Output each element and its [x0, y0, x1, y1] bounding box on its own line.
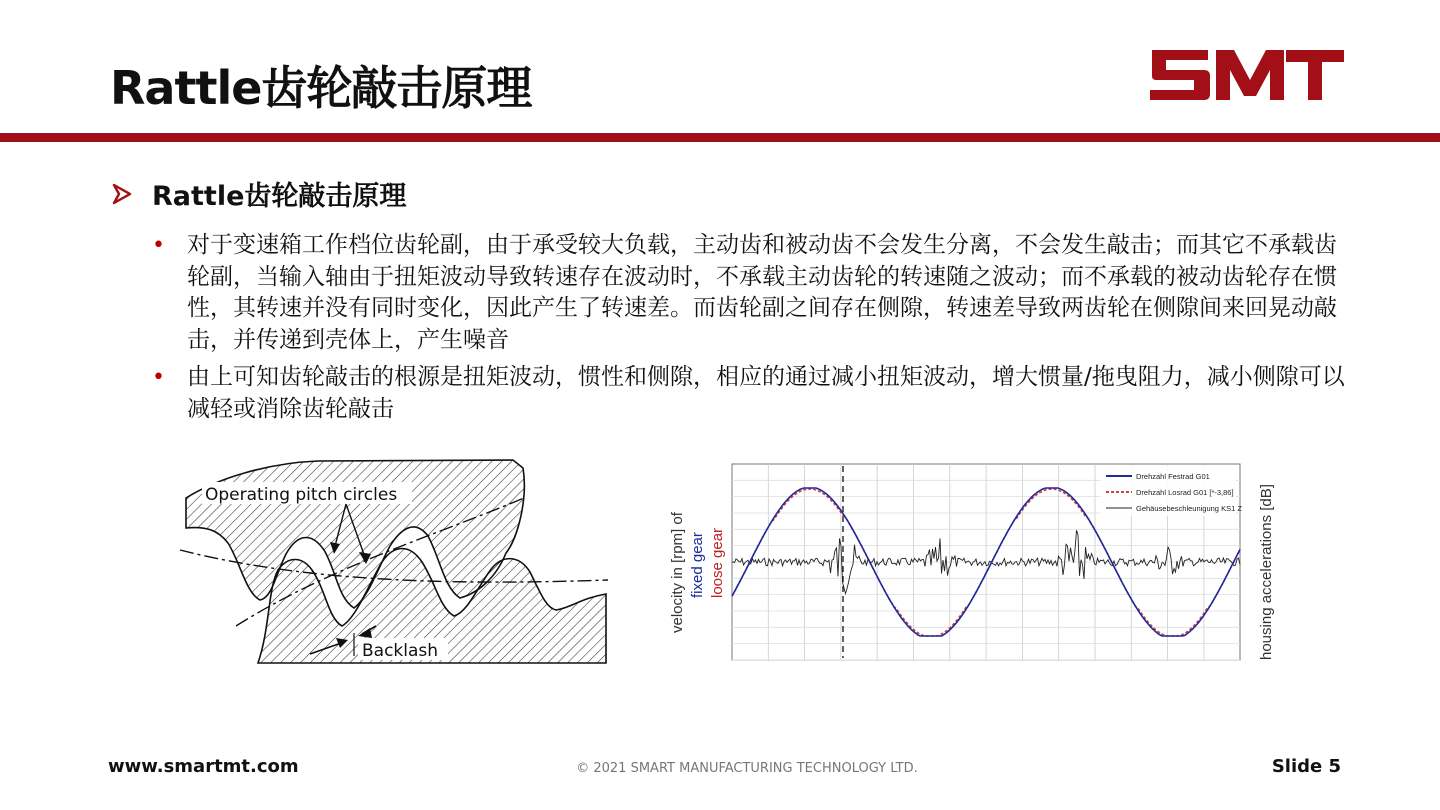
ylabel-loose-gear: loose gear: [709, 527, 726, 598]
bullet-list: [150, 230, 1350, 431]
legend-loose: Drehzahl Losrad G01 [*-3,86]: [1136, 488, 1234, 497]
legend-fixed: Drehzahl Festrad G01: [1136, 472, 1210, 481]
arrow-bullet-icon: [112, 183, 132, 205]
bullet-dot-icon: •: [152, 233, 165, 258]
title-rule: [0, 133, 1440, 142]
bullet-text: 对于变速箱工作档位齿轮副，由于承受较大负载，主动齿和被动齿不会发生分离，不会发生敲击；而其它不承载齿轮副，当输入轴由于扭矩波动导致转速存在波动时，不承载主动齿轮的转速随之波动；而不承载的被动齿轮存在惯性，其转速并没有同时变化，因此产生了转速差。而齿轮副之间存在侧隙，转速差导致两齿轮在侧隙间来回晃动敲击，并传递到壳体上，产生噪音: [187, 232, 1337, 353]
footer-copyright: © 2021 SMART MANUFACTURING TECHNOLOGY LTD.: [576, 761, 918, 776]
bullet-item: [150, 362, 1350, 425]
page-title: Rattle齿轮敲击原理: [110, 61, 532, 115]
gear-backlash-figure: [178, 458, 610, 668]
pitch-circles-label: Operating pitch circles: [205, 485, 398, 505]
smt-logo: [1148, 46, 1344, 102]
legend: [1100, 466, 1242, 516]
bullet-dot-icon: •: [152, 365, 165, 390]
bullet-text: 由上可知齿轮敲击的根源是扭矩波动，惯性和侧隙，相应的通过减小扭矩波动，增大惯量/拖曳阻力，减小侧隙可以减轻或消除齿轮敲击: [187, 364, 1345, 422]
slide-number: Slide 5: [1271, 756, 1341, 777]
rattle-signal-chart: [660, 458, 1280, 668]
backlash-label: Backlash: [362, 641, 439, 661]
bullet-item: [150, 230, 1350, 356]
ylabel-fixed-gear: fixed gear: [689, 532, 706, 598]
left-axis-labels: [669, 511, 726, 633]
ylabel-housing: housing accelerations [dB]: [1258, 484, 1275, 660]
subheading: [112, 174, 406, 213]
subheading-text: Rattle齿轮敲击原理: [152, 181, 407, 212]
legend-housing: Gehäusebeschleunigung KS1 Z: [1136, 504, 1242, 513]
ylabel-velocity: velocity in [rpm] of: [669, 512, 686, 633]
footer-website: www.smartmt.com: [108, 756, 299, 777]
